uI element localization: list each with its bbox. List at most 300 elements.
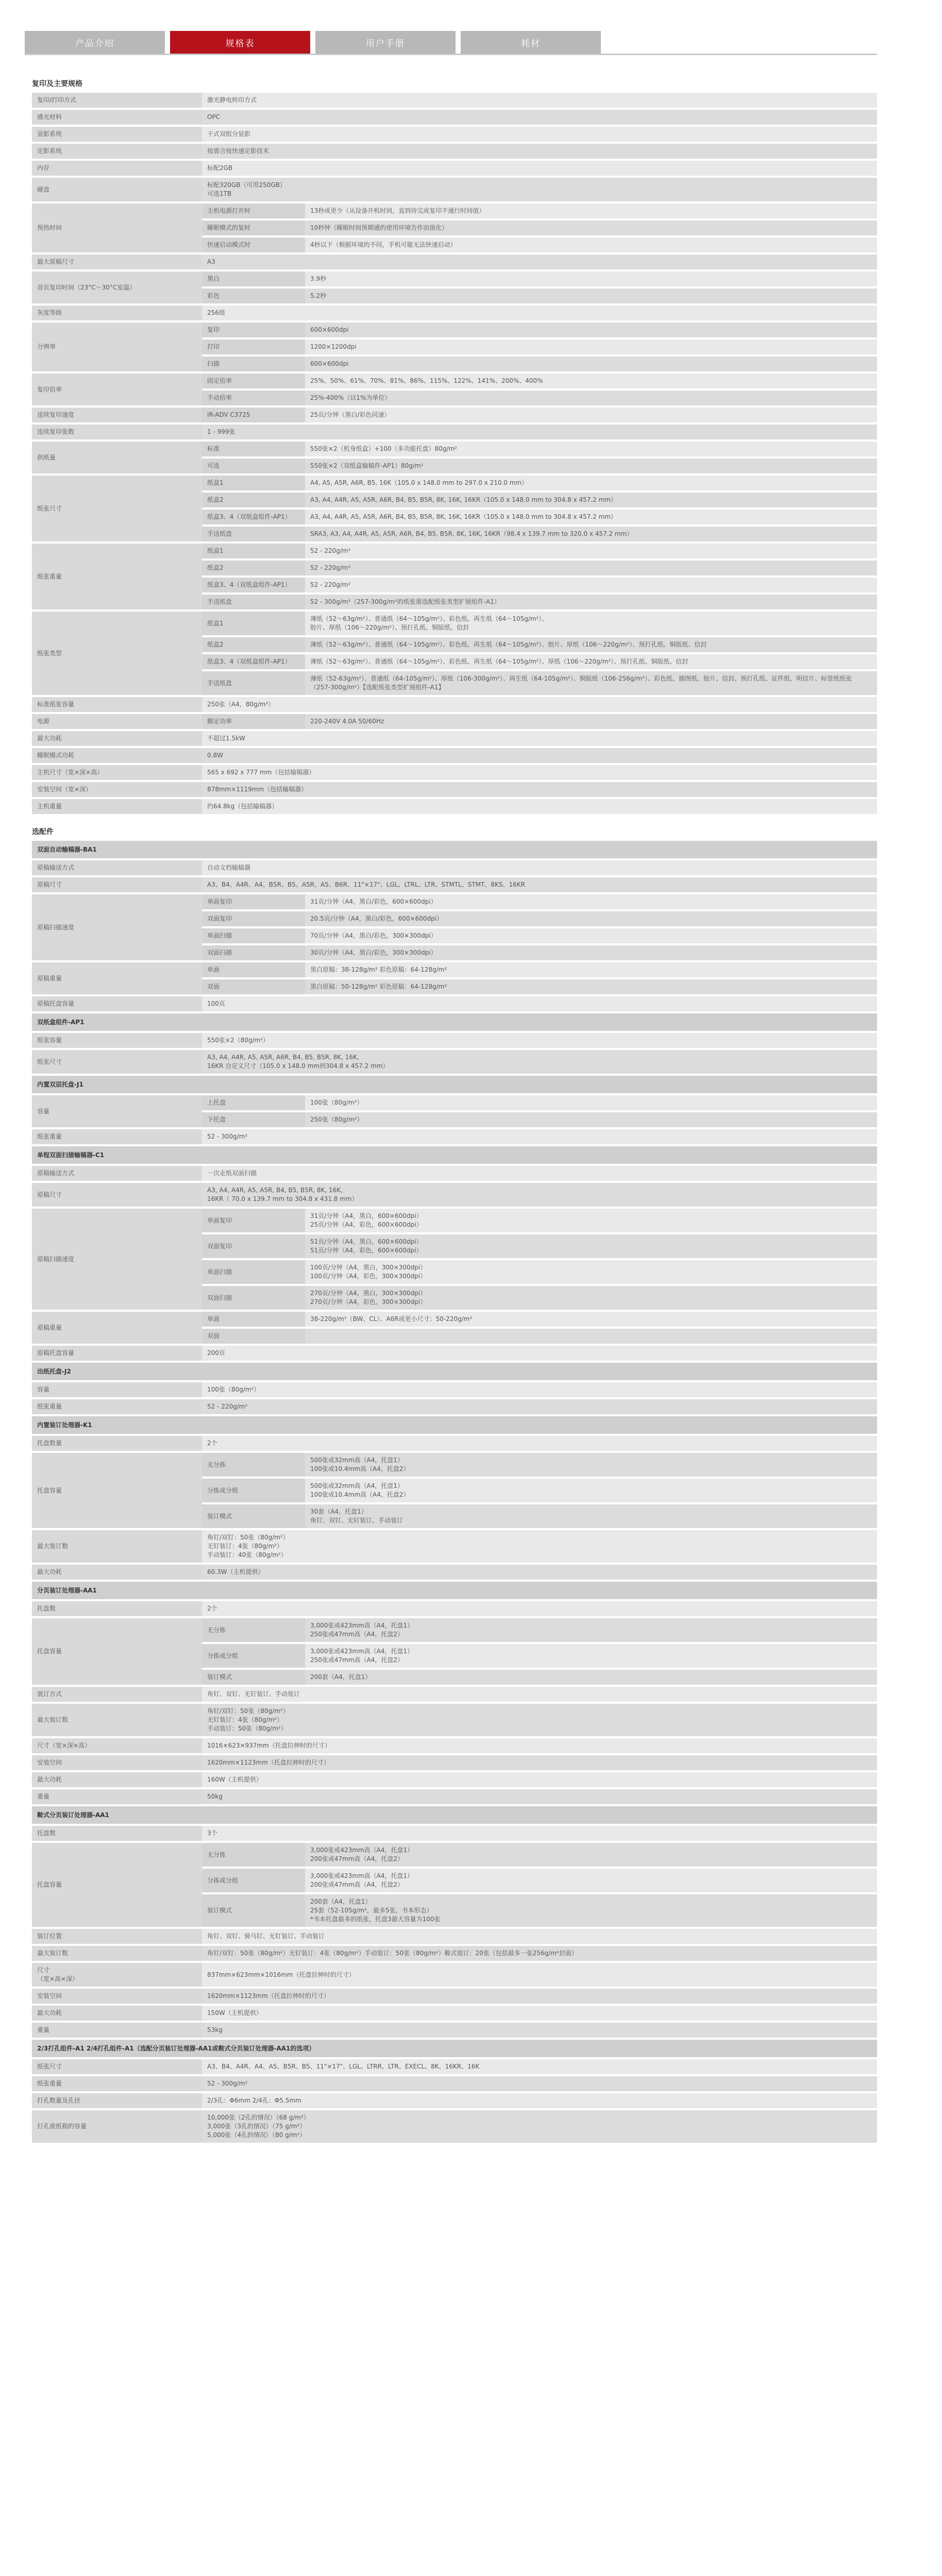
spec-sublabel: iR-ADV C3725 — [202, 408, 305, 422]
spec-row — [32, 178, 877, 201]
spec-row — [32, 714, 877, 729]
spec-sublabel: 单面 — [202, 1312, 305, 1327]
spec-label: 最大装订数 — [32, 1704, 202, 1736]
spec-label: 硬盘 — [32, 178, 202, 201]
spec-sublabel: 无分拣 — [202, 1618, 305, 1642]
spec-sublabel: 分拣或分组 — [202, 1644, 305, 1668]
spec-value: 256级 — [202, 306, 877, 320]
option-group-title: 出纸托盘-J2 — [32, 1363, 877, 1380]
spec-value: A3、B4、A4R、A4、A5、B5R、B5、11"×17"、LGL、LTRR、LTR、EXECL、8K、16KR、16K — [202, 2059, 877, 2074]
spec-row — [32, 306, 877, 320]
spec-row — [32, 782, 877, 797]
spec-label: 原稿托盘容量 — [32, 996, 202, 1011]
spec-label: 最大原稿尺寸 — [32, 255, 202, 269]
spec-label: 纸张重量 — [32, 2076, 202, 2091]
spec-label: 电源 — [32, 714, 202, 729]
spec-value: 黑白原稿：38-128g/m² 彩色原稿：64-128g/m² — [305, 962, 877, 977]
spec-row — [32, 1826, 877, 1841]
spec-label: 重量 — [32, 2023, 202, 2038]
spec-sublabel: 双面复印 — [202, 911, 305, 926]
tab-underline — [25, 54, 877, 55]
spec-sublabel: 无分拣 — [202, 1843, 305, 1867]
spec-row — [32, 1738, 877, 1753]
spec-value: 激光静电转印方式 — [202, 93, 877, 108]
spec-label: 容量 — [32, 1382, 202, 1397]
spec-value: SRA3, A3, A4, A4R, A5, A5R, A6R, B4, B5, B5R, 8K, 16K, 16KR（98.4 x 139.7 mm to 320.0 x 457.2 mm） — [305, 527, 877, 541]
spec-row — [32, 1946, 877, 1961]
spec-value: 干式双组分显影 — [202, 127, 877, 142]
spec-value: 20.5页/分钟（A4，黑白/彩色，600×600dpi） — [305, 911, 877, 926]
spec-label: 打孔废纸箱的容量 — [32, 2110, 202, 2143]
spec-row — [32, 161, 877, 176]
spec-row — [32, 1033, 877, 1048]
spec-value: 565 x 692 x 777 mm（包括输稿器） — [202, 765, 877, 780]
spec-sublabel: 睡眠模式的复时 — [202, 221, 305, 235]
spec-value: A3, A4, A4R, A5, A5R, A6R, B4, B5, B5R, 8K, 16K, 16KR（105.0 x 148.0 mm to 304.8 x 457.2 mm） — [305, 510, 877, 524]
spec-label: 最大功耗 — [32, 731, 202, 746]
spec-label: 纸张重量 — [32, 544, 202, 609]
spec-label: 主机重量 — [32, 799, 202, 814]
spec-label: 原稿重量 — [32, 962, 202, 994]
option-group-title: 2/3打孔组件-A1 2/4打孔组件-A1（选配分页装订处理器-AA1或鞍式分页装订处理器-AA1的选项） — [32, 2040, 877, 2057]
spec-sublabel: 分拣或分组 — [202, 1869, 305, 1892]
spec-row — [32, 1399, 877, 1414]
spec-value: 30页/分钟（A4，黑白/彩色，300×300dpi） — [305, 945, 877, 960]
spec-label: 尺寸 （宽×高×深） — [32, 1963, 202, 1987]
spec-value: 角钉、双钉、骑马钉、无钉装订、手动装订 — [202, 1929, 877, 1944]
spec-sublabel: 手送纸盘 — [202, 595, 305, 609]
spec-value: 52 - 300g/m² — [202, 2076, 877, 2091]
section-title-options: 选配件 — [32, 828, 54, 836]
spec-value: 薄纸（52-63g/m²）、普通纸（64-105g/m²）、厚纸（106-300g/m²）、再生纸（64-105g/m²）、铜版纸（106-256g/m²）、彩色纸、描图纸、胶片、信封、预打孔纸、证件纸、明信片、标签纸纸张（257-300g/m²）【选配纸张类型扩展组件-A1】 — [305, 671, 877, 695]
spec-label: 连续复印速度 — [32, 408, 202, 422]
spec-row — [32, 323, 877, 337]
spec-row — [32, 1989, 877, 2004]
spec-value: 52 - 220g/m² — [305, 544, 877, 558]
spec-row — [32, 127, 877, 142]
option-group-header — [32, 1806, 877, 1824]
spec-row — [32, 2110, 877, 2143]
spec-row — [32, 1095, 877, 1110]
spec-value: 不超过1.5kW — [202, 731, 877, 746]
spec-value: 100页/分钟（A4，黑白，300×300dpi） 100页/分钟（A4，彩色，300×300dpi） — [305, 1260, 877, 1284]
spec-row — [32, 2059, 877, 2074]
spec-value: A3、B4、A4R、A4、B5R、B5、A5R、A5、B6R、11"×17"、LGL、LTRL、LTR、STMTL、STMT、8KS、16KR — [202, 877, 877, 892]
spec-label: 装订位置 — [32, 1929, 202, 1944]
spec-row — [32, 1843, 877, 1867]
spec-row — [32, 697, 877, 712]
spec-value: 2/3孔：Φ6mm 2/4孔：Φ5.5mm — [202, 2093, 877, 2108]
spec-label: 最大装订数 — [32, 1530, 202, 1563]
spec-value: 3,000张或423mm高（A4，托盘1） 250张或47mm高（A4，托盘2） — [305, 1644, 877, 1668]
spec-value: 100张（80g/m²） — [202, 1382, 877, 1397]
tab-0[interactable]: 产品介绍 — [25, 31, 165, 54]
spec-value: 薄纸（52～63g/m²）、普通纸（64～105g/m²）、彩色纸、再生纸（64～105g/m²）、厚纸（106～220g/m²）、预打孔纸、铜版纸、信封 — [305, 654, 877, 669]
spec-label: 最大功耗 — [32, 1565, 202, 1580]
spec-value: 3,000张或423mm高（A4，托盘1） 200张或47mm高（A4，托盘2） — [305, 1869, 877, 1892]
spec-row — [32, 1436, 877, 1451]
spec-sublabel: 双面 — [202, 1329, 305, 1344]
spec-sublabel: 装订模式 — [202, 1670, 305, 1685]
spec-value: 550张×2（双纸盒输稿件-AP1）80g/m² — [305, 459, 877, 473]
spec-row — [32, 1755, 877, 1770]
spec-value: 4秒以下（根据环境的不同，手机可能无法快速启动） — [305, 238, 877, 252]
spec-sublabel: 可选 — [202, 459, 305, 473]
spec-value: 100页 — [202, 996, 877, 1011]
spec-value: 50kg — [202, 1789, 877, 1804]
spec-sublabel: 手送纸盘 — [202, 671, 305, 695]
spec-sublabel: 单面扫描 — [202, 928, 305, 943]
spec-row — [32, 877, 877, 892]
spec-value: 一次走纸双面扫描 — [202, 1166, 877, 1181]
spec-value: 25页/分钟（黑白/彩色同速） — [305, 408, 877, 422]
spec-row — [32, 1183, 877, 1207]
spec-row — [32, 2076, 877, 2091]
spec-sublabel: 纸盒3、4（双纸盒组件-AP1） — [202, 578, 305, 592]
spec-sublabel: 纸盒2 — [202, 637, 305, 652]
spec-value: 2个 — [202, 1436, 877, 1451]
spec-sublabel: 分拣或分组 — [202, 1479, 305, 1502]
spec-row — [32, 612, 877, 635]
spec-value: A4, A5, A5R, A6R, B5, 16K（105.0 x 148.0 mm to 297.0 x 210.0 mm） — [305, 476, 877, 490]
spec-row — [32, 765, 877, 780]
spec-value: 550张×2（80g/m²） — [202, 1033, 877, 1048]
spec-label: 重量 — [32, 1789, 202, 1804]
spec-value: 250张（80g/m²） — [305, 1112, 877, 1127]
spec-value: 500张或32mm高（A4，托盘1） 100张或10.4mm高（A4，托盘2） — [305, 1479, 877, 1502]
spec-row — [32, 731, 877, 746]
spec-label: 复印倍率 — [32, 374, 202, 405]
spec-row — [32, 962, 877, 977]
spec-row — [32, 1346, 877, 1361]
spec-value — [305, 1329, 877, 1344]
spec-value: 1 - 999张 — [202, 425, 877, 439]
spec-value: A3 — [202, 255, 877, 269]
spec-value: 3,000张或423mm高（A4，托盘1） 250张或47mm高（A4，托盘2） — [305, 1618, 877, 1642]
option-group-header — [32, 1076, 877, 1093]
spec-sublabel: 下托盘 — [202, 1112, 305, 1127]
spec-value: 837mm×623mm×1016mm（托盘拉伸时的尺寸） — [202, 1963, 877, 1987]
spec-label: 感光材料 — [32, 110, 202, 125]
spec-value: 200页 — [202, 1346, 877, 1361]
tab-1[interactable]: 规格表 — [170, 31, 310, 54]
spec-value: 31页/分钟（A4，黑白/彩色，600×600dpi） — [305, 894, 877, 909]
spec-sublabel: 主机电源打开时 — [202, 204, 305, 218]
spec-value: 1016×623×937mm（托盘拉伸时的尺寸） — [202, 1738, 877, 1753]
spec-sublabel: 手送纸盘 — [202, 527, 305, 541]
main-spec-table — [32, 91, 877, 816]
option-group-title: 双面自动输稿器-BA1 — [32, 841, 877, 858]
tab-bar — [25, 31, 601, 54]
spec-sublabel: 扫描 — [202, 357, 305, 371]
spec-value: 角钉、双钉、无钉装订、手动装订 — [202, 1687, 877, 1702]
spec-value: 250张（A4，80g/m²） — [202, 697, 877, 712]
section-title-main: 复印及主要规格 — [32, 80, 82, 88]
spec-sublabel: 打印 — [202, 340, 305, 354]
spec-row — [32, 996, 877, 1011]
spec-row — [32, 1704, 877, 1736]
spec-value: 60.3W（主机提供） — [202, 1565, 877, 1580]
spec-row — [32, 2093, 877, 2108]
spec-sublabel: 单面复印 — [202, 894, 305, 909]
spec-sublabel: 单面 — [202, 962, 305, 977]
spec-sublabel: 单面扫描 — [202, 1260, 305, 1284]
spec-value: 52 - 220g/m² — [305, 561, 877, 575]
tab-3[interactable]: 耗材 — [461, 31, 601, 54]
spec-value: 200套（A4，托盘1） 25套（52-105g/m²，最多5张，书本形态） *书本托盘最多的纸张，托盘3最大容量为100张 — [305, 1894, 877, 1927]
spec-label: 尺寸（宽×深×高） — [32, 1738, 202, 1753]
spec-value: 500张或32mm高（A4，托盘1） 100张或10.4mm高（A4，托盘2） — [305, 1453, 877, 1477]
spec-sublabel: 纸盒1 — [202, 544, 305, 558]
spec-value: 薄纸（52～63g/m²）、普通纸（64～105g/m²）、彩色纸、再生纸（64～105g/m²）、 胶片、厚纸（106～220g/m²）、预打孔纸、铜版纸、信封 — [305, 612, 877, 635]
spec-row — [32, 1382, 877, 1397]
spec-value: 31页/分钟（A4，黑白，600×600dpi） 25页/分钟（A4，彩色，600×600dpi） — [305, 1209, 877, 1232]
spec-row — [32, 1601, 877, 1616]
spec-sublabel: 双面扫描 — [202, 1286, 305, 1310]
spec-value: 角钉/双钉：50张（80g/m²） 无钉装订：4张（80g/m²） 手动装订：40张（80g/m²） — [202, 1530, 877, 1563]
spec-row — [32, 1312, 877, 1327]
spec-label: 显影系统 — [32, 127, 202, 142]
spec-label: 安装空间 — [32, 1989, 202, 2004]
spec-row — [32, 408, 877, 422]
spec-value: 10秒钟（睡眠时间预期通的使用环境告作而值化） — [305, 221, 877, 235]
spec-row — [32, 476, 877, 490]
spec-sublabel: 标准 — [202, 442, 305, 456]
spec-row — [32, 374, 877, 388]
spec-value: 52 - 300g/m² — [202, 1129, 877, 1144]
spec-row — [32, 144, 877, 159]
spec-label: 原稿托盘容量 — [32, 1346, 202, 1361]
spec-label: 原稿输送方式 — [32, 860, 202, 875]
spec-value: 51页/分钟（A4，黑白，600×600dpi） 51页/分钟（A4，彩色，600×600dpi） — [305, 1234, 877, 1258]
spec-value: 薄纸（52～63g/m²）、普通纸（64～105g/m²）、彩色纸、再生纸（64～105g/m²）、胶片、厚纸（106～220g/m²）、预打孔纸、铜版纸、信封 — [305, 637, 877, 652]
spec-sublabel: 彩色 — [202, 289, 305, 303]
spec-row — [32, 2023, 877, 2038]
spec-value: 13秒或更少（从设备开机时间，直到待完成复印不通行时间值） — [305, 204, 877, 218]
spec-sublabel: 单面复印 — [202, 1209, 305, 1232]
spec-label: 原稿扫描速度 — [32, 894, 202, 960]
option-group-title: 鞍式分页装订处理器-AA1 — [32, 1806, 877, 1824]
spec-label: 原稿扫描速度 — [32, 1209, 202, 1310]
option-group-header — [32, 1013, 877, 1031]
spec-value: A3, A4, A4R, A5, A5R, A6R, B4, B5, B5R, 8K, 16K, 16KR 自定义尺寸（105.0 x 148.0 mm到304.8 x 457.2 mm） — [202, 1050, 877, 1074]
option-group-title: 内置双层托盘-J1 — [32, 1076, 877, 1093]
spec-value: OPC — [202, 110, 877, 125]
spec-value: 30套（A4，托盘1） 角钉、双钉、无钉装订、手动装订 — [305, 1504, 877, 1528]
spec-row — [32, 1129, 877, 1144]
spec-value: 10,000张（2孔的情况）（68 g/m²） 3,000张（3孔的情况）（75 g/m²） 5,000张（4孔的情况）（80 g/m²） — [202, 2110, 877, 2143]
spec-row — [32, 1050, 877, 1074]
spec-label: 纸张重量 — [32, 1129, 202, 1144]
spec-row — [32, 1963, 877, 1987]
option-group-title: 单程双面扫描输稿器-C1 — [32, 1146, 877, 1164]
spec-row — [32, 1166, 877, 1181]
spec-label: 纸张重量 — [32, 1399, 202, 1414]
spec-label: 主机尺寸（宽×深×高） — [32, 765, 202, 780]
spec-label: 托盘数 — [32, 1601, 202, 1616]
spec-sublabel: 复印 — [202, 323, 305, 337]
spec-row — [32, 1789, 877, 1804]
spec-sublabel: 固定倍率 — [202, 374, 305, 388]
spec-value: 标配2GB — [202, 161, 877, 176]
spec-value: 角钉/双钉：50张（80g/m²） 无钉装订：4张（80g/m²） 手动装订：50张（80g/m²） — [202, 1704, 877, 1736]
spec-label: 分辨率 — [32, 323, 202, 371]
spec-sublabel: 纸盒1 — [202, 476, 305, 490]
spec-sublabel: 装订模式 — [202, 1894, 305, 1927]
spec-label: 纸张类型 — [32, 612, 202, 695]
spec-sublabel: 纸盒2 — [202, 493, 305, 507]
spec-value: 2个 — [202, 1601, 877, 1616]
spec-value: 角钉/双钉：50张（80g/m²）无钉装订：4张（80g/m²）手动装订：50张（80g/m²）鞍式装订：20张（包括最多一张256g/m²封面） — [202, 1946, 877, 1961]
spec-row — [32, 894, 877, 909]
spec-sublabel: 额定功率 — [202, 714, 305, 729]
spec-value: 600×600dpi — [305, 357, 877, 371]
spec-row — [32, 2006, 877, 2021]
spec-label: 打孔数量及孔径 — [32, 2093, 202, 2108]
spec-sublabel: 双面复印 — [202, 1234, 305, 1258]
spec-value: 38-220g/m²（BW、CL）、A6R或更小尺寸：50-220g/m² — [305, 1312, 877, 1327]
spec-content — [32, 77, 877, 2145]
spec-value: A3, A4, A4R, A5, A5R, B4, B5, B5R, 8K, 16K, 16KR（ 70.0 x 139.7 mm to 304.8 x 431.8 mm） — [202, 1183, 877, 1207]
spec-value: 600×600dpi — [305, 323, 877, 337]
spec-value: 200套（A4，托盘1） — [305, 1670, 877, 1685]
spec-label: 最大装订数 — [32, 1946, 202, 1961]
spec-label: 托盘容量 — [32, 1618, 202, 1685]
spec-value: 约64.8kg（包括输稿器） — [202, 799, 877, 814]
option-group-header — [32, 1416, 877, 1434]
spec-value: 1620mm×1123mm（托盘拉伸时的尺寸） — [202, 1755, 877, 1770]
spec-sublabel: 快速启动模式时 — [202, 238, 305, 252]
option-group-header — [32, 2040, 877, 2057]
spec-label: 供纸量 — [32, 442, 202, 473]
spec-value: 52 - 300g/m²（257-300g/m²的纸张需选配纸张类型扩展组件-A1） — [305, 595, 877, 609]
spec-value: 52 - 220g/m² — [202, 1399, 877, 1414]
spec-value: 270页/分钟（A4，黑白，300×300dpi） 270页/分钟（A4，彩色，300×300dpi） — [305, 1286, 877, 1310]
spec-label: 预热时间 — [32, 204, 202, 252]
spec-value: 标配320GB（可用250GB） 可选1TB — [202, 178, 877, 201]
spec-value: 1620mm×1123mm（托盘拉伸时的尺寸） — [202, 1989, 877, 2004]
spec-row — [32, 442, 877, 456]
spec-value: 按需合按快速定影技术 — [202, 144, 877, 159]
spec-label: 安装空间（宽×深） — [32, 782, 202, 797]
spec-row — [32, 748, 877, 763]
spec-value: 0.8W — [202, 748, 877, 763]
spec-label: 连续复印张数 — [32, 425, 202, 439]
spec-value: 53kg — [202, 2023, 877, 2038]
spec-label: 标准纸张容量 — [32, 697, 202, 712]
spec-value: A3, A4, A4R, A5, A5R, A6R, B4, B5, B5R, 8K, 16K, 16KR（105.0 x 148.0 mm to 304.8 x 457.2 mm） — [305, 493, 877, 507]
spec-row — [32, 425, 877, 439]
spec-row — [32, 93, 877, 108]
spec-row — [32, 1687, 877, 1702]
option-group-title: 双纸盒组件-AP1 — [32, 1013, 877, 1031]
spec-sublabel: 黑白 — [202, 272, 305, 286]
spec-value: 黑白原稿：50-128g/m² 彩色原稿：64-128g/m² — [305, 979, 877, 994]
spec-value: 878mm×1119mm（包括输稿器） — [202, 782, 877, 797]
spec-value: 自动文档输稿器 — [202, 860, 877, 875]
spec-row — [32, 1618, 877, 1642]
spec-value: 25%、50%、61%、70%、81%、86%、115%、122%、141%、200%、400% — [305, 374, 877, 388]
spec-row — [32, 272, 877, 286]
spec-label: 托盘数量 — [32, 1436, 202, 1451]
spec-row — [32, 1453, 877, 1477]
spec-label: 原稿输送方式 — [32, 1166, 202, 1181]
spec-value: 160W（主机提供） — [202, 1772, 877, 1787]
spec-sublabel: 双面 — [202, 979, 305, 994]
spec-label: 纸张容量 — [32, 1033, 202, 1048]
tab-2[interactable]: 用户手册 — [315, 31, 456, 54]
spec-row — [32, 204, 877, 218]
spec-label: 纸张尺寸 — [32, 1050, 202, 1074]
spec-sublabel: 纸盒2 — [202, 561, 305, 575]
spec-label: 托盘容量 — [32, 1453, 202, 1528]
spec-sublabel: 纸盒3、4（双纸盒组件-AP1） — [202, 654, 305, 669]
spec-row — [32, 255, 877, 269]
spec-value: 100张（80g/m²） — [305, 1095, 877, 1110]
spec-sublabel: 纸盒1 — [202, 612, 305, 635]
spec-label: 灰度等级 — [32, 306, 202, 320]
spec-row — [32, 1209, 877, 1232]
spec-label: 复印/打印方式 — [32, 93, 202, 108]
spec-row — [32, 799, 877, 814]
spec-value: 70页/分钟（A4，黑白/彩色，300×300dpi） — [305, 928, 877, 943]
spec-value: 3个 — [202, 1826, 877, 1841]
spec-label: 装订方式 — [32, 1687, 202, 1702]
spec-value: 5.2秒 — [305, 289, 877, 303]
spec-value: 52 - 220g/m² — [305, 578, 877, 592]
option-group-header — [32, 1582, 877, 1599]
spec-sublabel: 双面扫描 — [202, 945, 305, 960]
spec-label: 睡眠模式功耗 — [32, 748, 202, 763]
spec-label: 定影系统 — [32, 144, 202, 159]
option-group-header — [32, 1146, 877, 1164]
spec-label: 内存 — [32, 161, 202, 176]
spec-value: 25%-400%（以1%为单位） — [305, 391, 877, 405]
spec-sublabel: 手动倍率 — [202, 391, 305, 405]
spec-label: 原稿尺寸 — [32, 877, 202, 892]
spec-label: 纸张尺寸 — [32, 2059, 202, 2074]
spec-label: 原稿重量 — [32, 1312, 202, 1344]
spec-label: 安装空间 — [32, 1755, 202, 1770]
spec-label: 纸张尺寸 — [32, 476, 202, 541]
spec-value: 3,000张或423mm高（A4，托盘1） 200张或47mm高（A4，托盘2） — [305, 1843, 877, 1867]
spec-label: 托盘容量 — [32, 1843, 202, 1927]
option-group-header — [32, 1363, 877, 1380]
spec-row — [32, 1929, 877, 1944]
spec-label: 首页复印时间（23°C～30°C室温） — [32, 272, 202, 303]
spec-row — [32, 1530, 877, 1563]
option-group-header — [32, 841, 877, 858]
spec-value: 550张×2（机身纸盒）+100（多功能托盘）80g/m² — [305, 442, 877, 456]
spec-value: 150W（主机提供） — [202, 2006, 877, 2021]
spec-row — [32, 544, 877, 558]
spec-row — [32, 1772, 877, 1787]
spec-value: 1200×1200dpi — [305, 340, 877, 354]
spec-label: 容量 — [32, 1095, 202, 1127]
spec-row — [32, 110, 877, 125]
spec-sublabel: 纸盒3、4（双纸盒组件-AP1） — [202, 510, 305, 524]
spec-value: 3.9秒 — [305, 272, 877, 286]
spec-label: 最大功耗 — [32, 2006, 202, 2021]
spec-label: 原稿尺寸 — [32, 1183, 202, 1207]
spec-sublabel: 装订模式 — [202, 1504, 305, 1528]
options-spec-table — [32, 839, 877, 2145]
spec-row — [32, 860, 877, 875]
spec-label: 最大功耗 — [32, 1772, 202, 1787]
option-group-title: 分页装订处理器-AA1 — [32, 1582, 877, 1599]
spec-sublabel: 无分拣 — [202, 1453, 305, 1477]
spec-sublabel: 上托盘 — [202, 1095, 305, 1110]
